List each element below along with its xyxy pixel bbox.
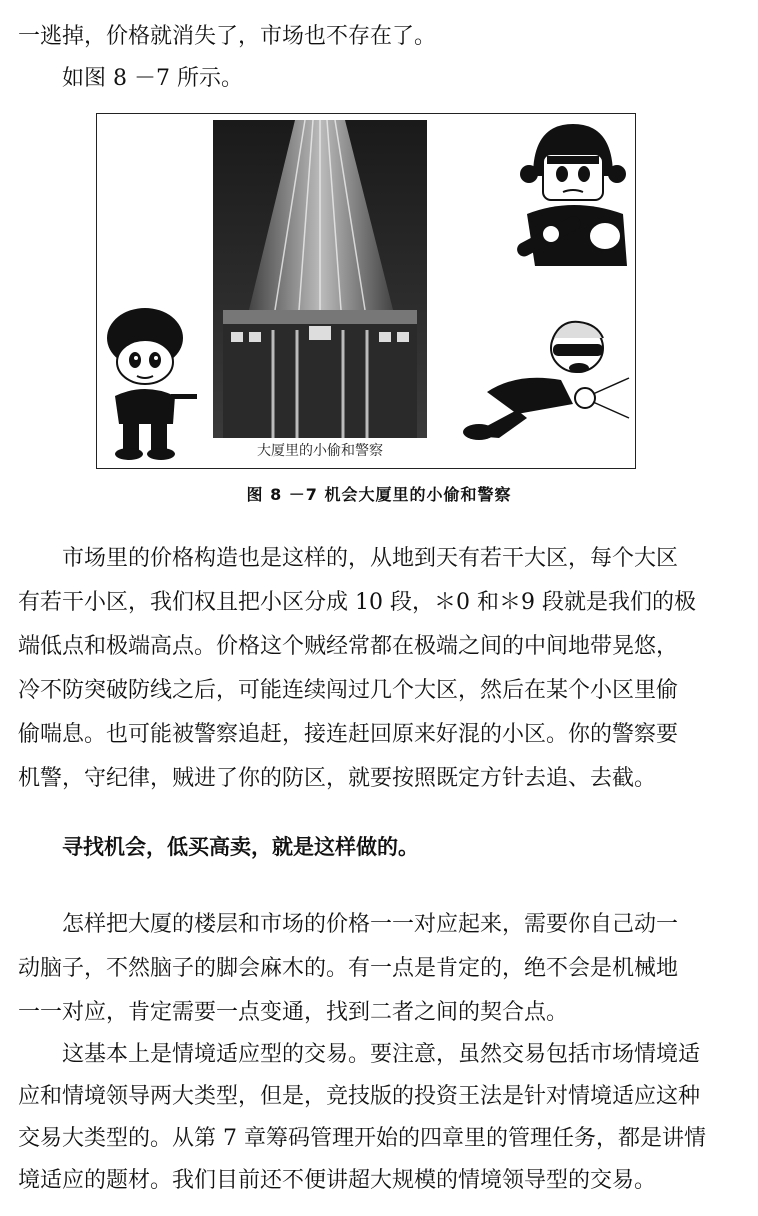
building-photo (213, 120, 427, 438)
text-line: 一一对应，肯定需要一点变通，找到二者之间的契合点。 (18, 1000, 569, 1025)
text-line: 冷不防突破防线之后，可能连续闯过几个大区，然后在某个小区里偷 (18, 678, 679, 703)
text-line: 怎样把大厦的楼层和市场的价格一一对应起来，需要你自己动一 (62, 912, 679, 937)
text-line: 应和情境领导两大类型，但是，竞技版的投资王法是针对情境适应这种 (18, 1084, 701, 1109)
text-line: 偷喘息。也可能被警察追赶，接连赶回原来好混的小区。你的警察要 (18, 722, 679, 747)
figure-box (96, 113, 636, 469)
photo-caption: 大厦里的小偷和警察 (257, 443, 383, 459)
text-line: 如图 8 －7 所示。 (62, 66, 243, 91)
thief-icon (457, 318, 633, 442)
text-line: 这基本上是情境适应型的交易。要注意，虽然交易包括市场情境适 (62, 1042, 701, 1067)
text-line: 有若干小区，我们权且把小区分成 10 段，＊0 和＊9 段就是我们的极 (18, 590, 696, 615)
text-line: 境适应的题材。我们目前还不便讲超大规模的情境领导型的交易。 (18, 1168, 657, 1193)
text-line: 端低点和极端高点。价格这个贼经常都在极端之间的中间地带晃悠， (18, 634, 679, 659)
soldier-icon (101, 304, 201, 462)
police-icon (515, 116, 633, 276)
text-line: 一逃掉，价格就消失了，市场也不存在了。 (18, 24, 437, 49)
bold-heading: 寻找机会，低买高卖，就是这样做的。 (62, 835, 419, 859)
figure-caption: 图 8 －7 机会大厦里的小偷和警察 (246, 485, 512, 504)
text-line: 机警，守纪律，贼进了你的防区，就要按照既定方针去追、去截。 (18, 766, 657, 791)
text-line: 市场里的价格构造也是这样的，从地到天有若干大区，每个大区 (62, 546, 679, 571)
text-line: 交易大类型的。从第 7 章筹码管理开始的四章里的管理任务，都是讲情 (18, 1126, 706, 1151)
text-line: 动脑子，不然脑子的脚会麻木的。有一点是肯定的，绝不会是机械地 (18, 956, 679, 981)
